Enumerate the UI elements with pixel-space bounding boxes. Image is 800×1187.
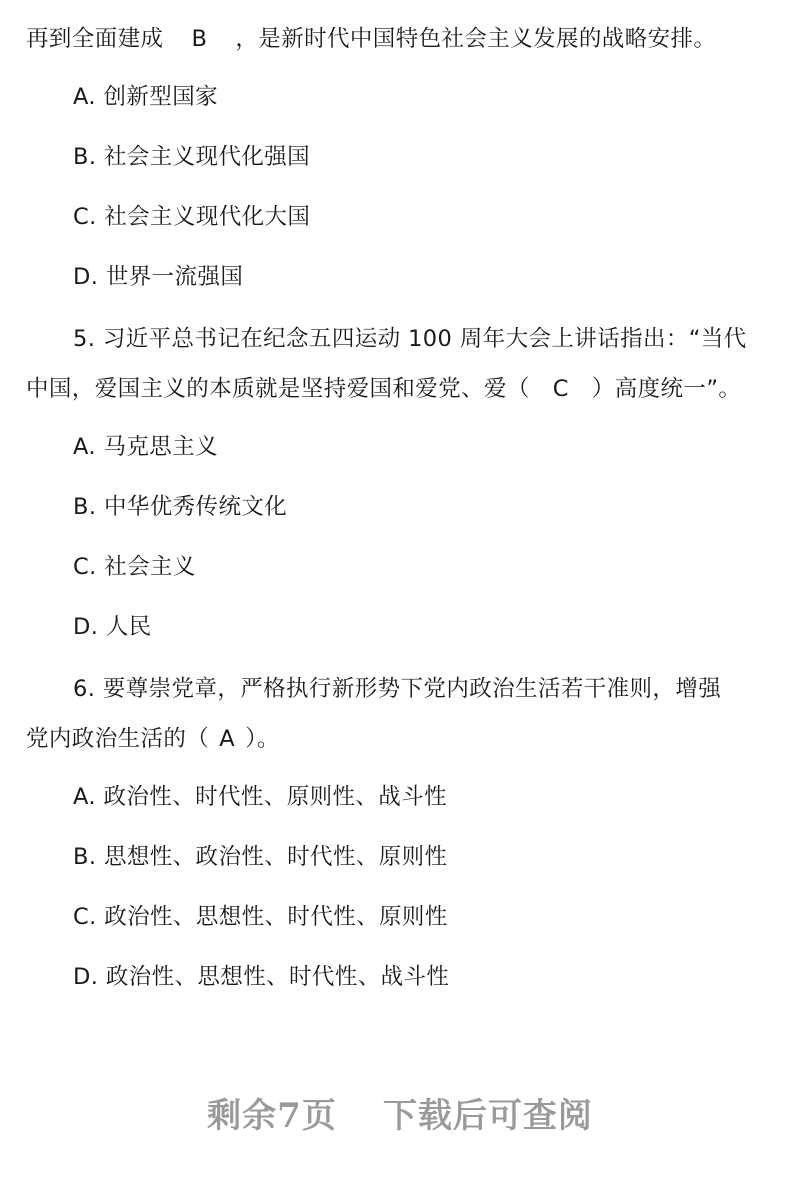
q4-answer: B — [191, 26, 208, 52]
q6-option-c: C. 政治性、思想性、时代性、原则性 — [73, 904, 448, 930]
q5-stem-after: ）高度统一”。 — [591, 376, 742, 402]
q4-option-b: B. 社会主义现代化强国 — [73, 144, 311, 170]
q6-option-a: A. 政治性、时代性、原则性、战斗性 — [73, 784, 448, 810]
q4-option-c: C. 社会主义现代化大国 — [73, 204, 311, 230]
q4-option-d: D. 世界一流强国 — [73, 264, 244, 290]
download-prompt[interactable] — [0, 1088, 800, 1137]
q4-stem-line — [26, 24, 716, 54]
download-to-view-label: 下载后可查阅 — [382, 1096, 593, 1136]
q4-stem-after: ，是新时代中国特色社会主义发展的战略安排。 — [235, 26, 717, 52]
q6-stem-line1: 6. 要尊崇党章，严格执行新形势下党内政治生活若干准则，增强 — [73, 676, 722, 702]
q4-option-a: A. 创新型国家 — [73, 84, 219, 110]
q6-option-d: D. 政治性、思想性、时代性、战斗性 — [73, 964, 450, 990]
q5-stem-line2 — [26, 374, 741, 404]
q6-stem-after: ）。 — [245, 726, 280, 752]
remaining-pages-label: 剩余7页 — [207, 1096, 337, 1136]
q5-answer: C — [552, 376, 569, 402]
q5-option-a: A. 马克思主义 — [73, 434, 219, 460]
q6-option-b: B. 思想性、政治性、时代性、原则性 — [73, 844, 448, 870]
q6-stem-line2 — [26, 724, 280, 754]
q5-stem-line1: 5. 习近平总书记在纪念五四运动 100 周年大会上讲话指出：“当代 — [73, 326, 747, 352]
q5-stem-before: 中国，爱国主义的本质就是坚持爱国和爱党、爱（ — [26, 376, 530, 402]
q6-answer: A — [219, 726, 236, 752]
q4-stem-before: 再到全面建成 — [26, 26, 164, 52]
q5-option-c: C. 社会主义 — [73, 554, 196, 580]
q6-stem-before: 党内政治生活的（ — [26, 726, 210, 752]
q5-option-d: D. 人民 — [73, 614, 152, 640]
q5-option-b: B. 中华优秀传统文化 — [73, 494, 288, 520]
